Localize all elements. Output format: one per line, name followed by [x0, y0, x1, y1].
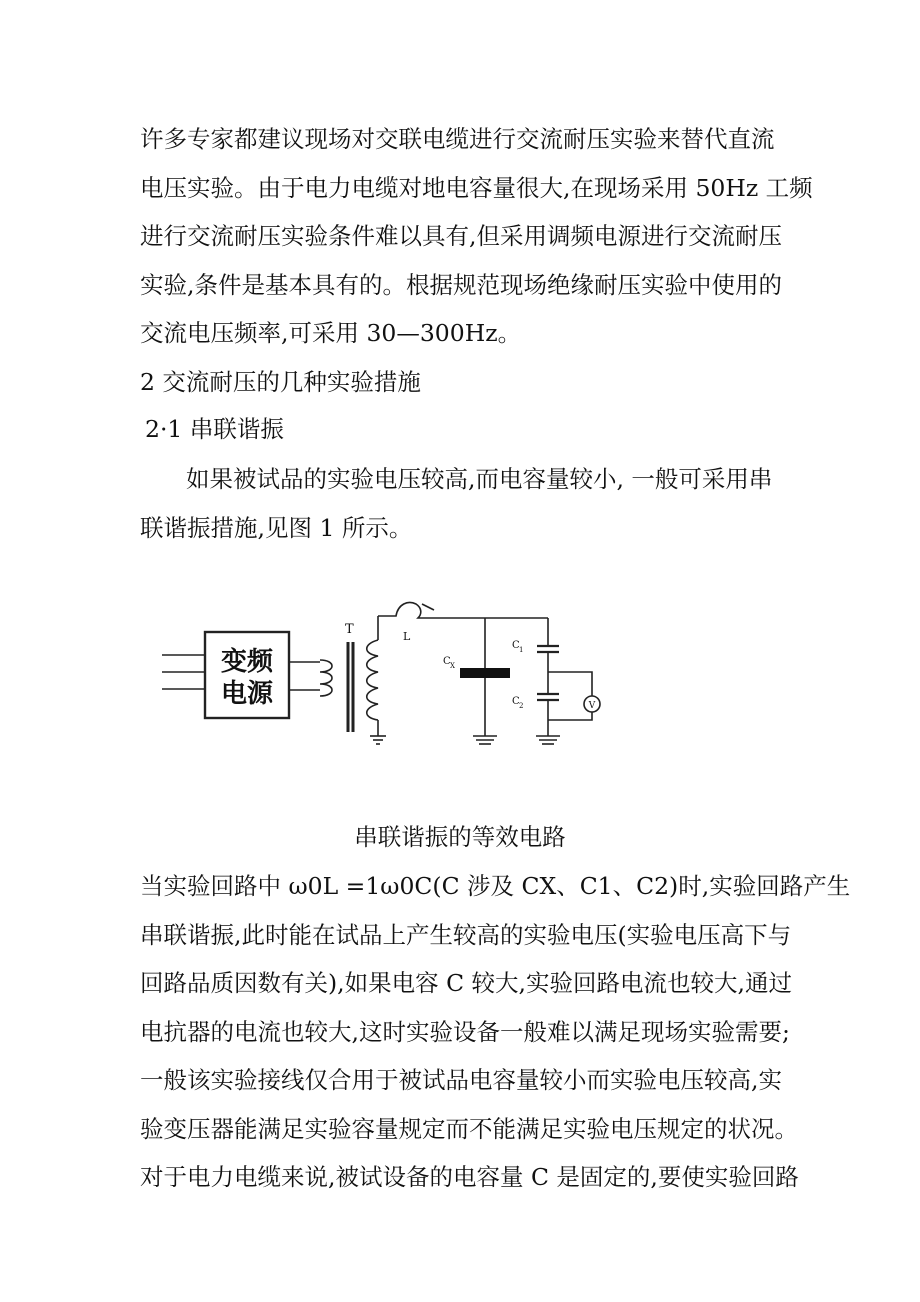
paragraph-series-resonance	[140, 455, 790, 552]
text-line: 进行交流耐压实验条件难以具有,但采用调频电源进行交流耐压	[140, 222, 782, 250]
transformer-secondary-coil	[367, 640, 378, 720]
source-label-line2: 电源	[220, 679, 274, 709]
transformer-label: T	[345, 622, 354, 637]
ground-symbol	[370, 736, 386, 744]
text-line: 对于电力电缆来说,被试设备的电容量 C 是固定的,要使实验回路	[140, 1163, 799, 1191]
text-line: 串联谐振,此时能在试品上产生较高的实验电压(实验电压高下与	[140, 920, 792, 949]
figure-caption: 串联谐振的等效电路	[354, 823, 566, 851]
text-line: 联谐振措施,见图 1 所示。	[140, 513, 413, 542]
test-object-capacitor-cx	[460, 668, 510, 678]
paragraph-resonance-condition	[140, 862, 851, 1202]
c1-subscript: 1	[519, 646, 524, 654]
voltmeter-label: V	[588, 701, 596, 711]
c2-subscript: 2	[519, 702, 524, 710]
text-line: 电抗器的电流也较大,这时实验设备一般难以满足现场实验需要;	[140, 1017, 790, 1046]
ground-symbol	[536, 736, 560, 744]
voltmeter-wire	[548, 712, 592, 720]
section-heading: 2 交流耐压的几种实验措施	[140, 368, 421, 396]
cx-subscript: X	[450, 662, 455, 670]
subsection-heading: 2·1 串联谐振	[145, 415, 284, 443]
c1-label: C	[512, 640, 520, 651]
text-line: 电压实验。由于电力电缆对地电容量很大,在现场采用 50Hz 工频	[140, 173, 813, 202]
source-output-line	[289, 662, 320, 690]
text-line: 回路品质因数有关),如果电容 C 较大,实验回路电流也较大,通过	[140, 969, 792, 997]
reactor-label: L	[403, 630, 411, 643]
reactor-inductor	[422, 604, 434, 610]
text-line: 如果被试品的实验电压较高,而电容量较小, 一般可采用串	[186, 465, 773, 493]
text-line: 实验,条件是基本具有的。根据规范现场绝缘耐压实验中使用的	[140, 270, 782, 299]
text-line: 交流电压频率,可采用 30—300Hz。	[140, 319, 522, 347]
voltmeter-wire	[548, 672, 592, 696]
reactor-inductor	[378, 603, 428, 619]
text-line: 当实验回路中 ω0L =1ω0C(C 涉及 CX、C1、C2)时,实验回路产生	[140, 872, 851, 900]
cx-label: C	[443, 656, 451, 667]
text-line: 验变压器能满足实验容量规定而不能满足实验电压规定的状况。	[140, 1114, 798, 1143]
text-line: 一般该实验接线仅合用于被试品电容量较小而实验电压较高,实	[140, 1066, 782, 1094]
c2-label: C	[512, 696, 520, 707]
ground-symbol	[473, 736, 497, 744]
series-resonance-circuit-diagram	[160, 560, 620, 760]
text-line: 许多专家都建议现场对交联电缆进行交流耐压实验来替代直流	[140, 125, 775, 153]
transformer-primary-coil	[320, 660, 332, 696]
source-label-line1: 变频	[220, 647, 274, 677]
paragraph-intro	[140, 115, 813, 358]
